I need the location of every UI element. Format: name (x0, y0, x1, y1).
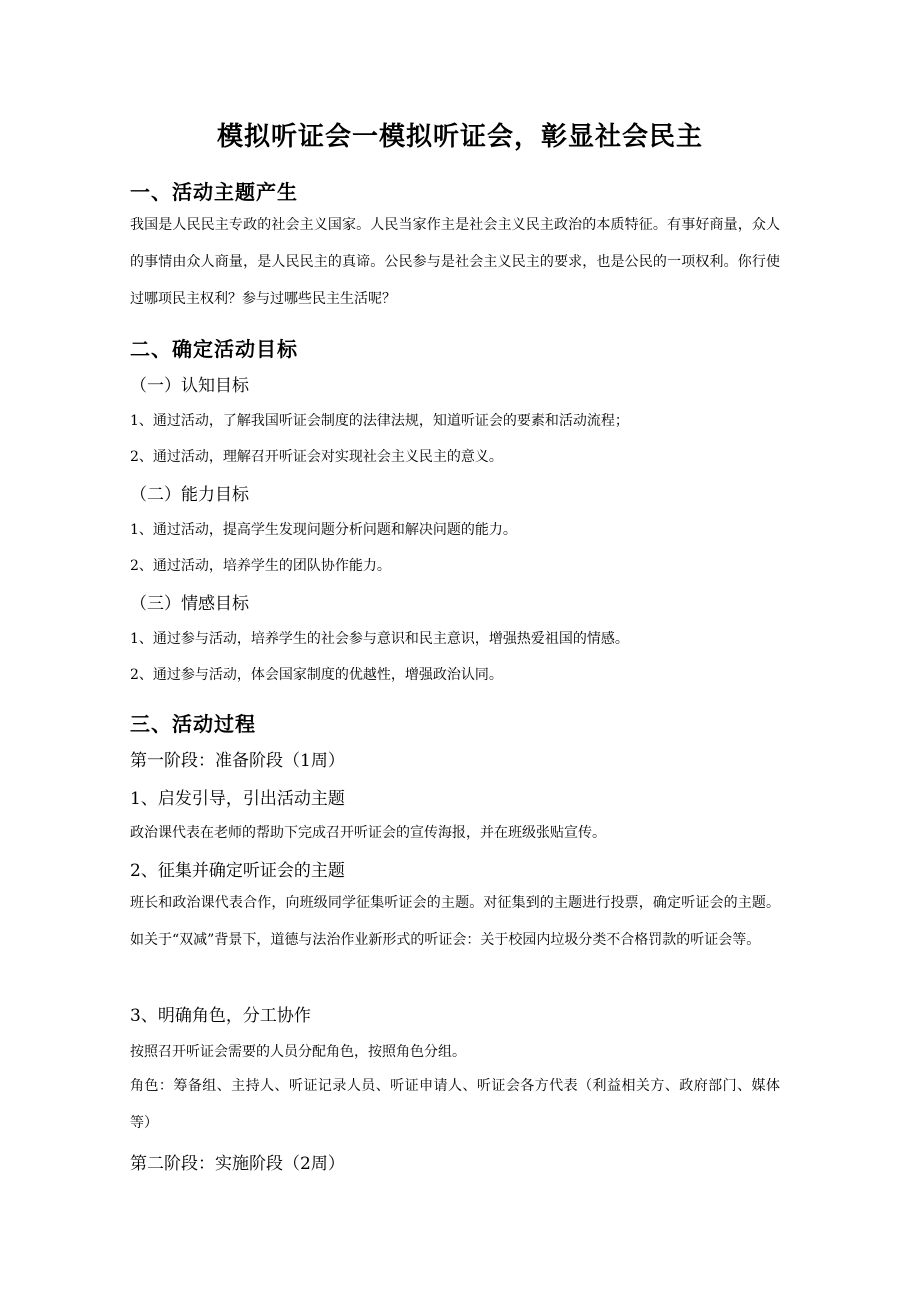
section-topic-paragraph: 我国是人民民主专政的社会主义国家。人民当家作主是社会主义民主政治的本质特征。有事好商量，众人的事情由众人商量，是人民民主的真谛。公民参与是社会主义民主的要求，也是公民的一项权利。你行使过哪项民主权利？参与过哪些民主生活呢？ (130, 217, 780, 307)
section-heading-topic: 一、活动主题产生 (130, 180, 298, 204)
step-2-text: 班长和政治课代表合作，向班级同学征集听证会的主题。对征集到的主题进行投票，确定听证会的主题。如关于“双减”背景下，道德与法治作业新形式的听证会：关于校园内垃圾分类不合格罚款的听证会等。 (130, 895, 780, 948)
section-heading-goals: 二、确定活动目标 (130, 337, 298, 361)
stage-1-label: 第一阶段：准备阶段（1周） (130, 751, 345, 771)
step-3-roles: 角色：筹备组、主持人、听证记录人员、听证申请人、听证会各方代表（利益相关方、政府部门、媒体等） (130, 1078, 780, 1131)
cognitive-goal-item-2: 2、通过活动，理解召开听证会对实现社会主义民主的意义。 (130, 449, 503, 465)
section-heading-process: 三、活动过程 (130, 712, 256, 736)
step-1-label: 1、启发引导，引出活动主题 (130, 789, 345, 809)
emotion-goal-item-2: 2、通过参与活动，体会国家制度的优越性，增强政治认同。 (130, 667, 503, 683)
step-1-text: 政治课代表在老师的帮助下完成召开听证会的宣传海报，并在班级张贴宣传。 (130, 825, 606, 841)
ability-goal-item-2: 2、通过活动，培养学生的团队协作能力。 (130, 558, 391, 574)
document-title: 模拟听证会一模拟听证会，彰显社会民主 (216, 122, 703, 152)
step-3-text: 按照召开听证会需要的人员分配角色，按照角色分组。 (130, 1044, 466, 1060)
step-3-label: 3、明确角色，分工协作 (130, 1006, 311, 1026)
emotion-goal-item-1: 1、通过参与活动，培养学生的社会参与意识和民主意识，增强热爱祖国的情感。 (130, 631, 629, 647)
step-2-label: 2、征集并确定听证会的主题 (130, 861, 345, 881)
emotion-goal-label: （三）情感目标 (130, 594, 249, 614)
cognitive-goal-item-1: 1、通过活动，了解我国听证会制度的法律法规，知道听证会的要素和活动流程； (130, 413, 629, 429)
stage-2-label: 第二阶段：实施阶段（2周） (130, 1154, 345, 1174)
ability-goal-item-1: 1、通过活动，提高学生发现问题分析问题和解决问题的能力。 (130, 522, 517, 538)
cognitive-goal-label: （一）认知目标 (130, 376, 249, 396)
ability-goal-label: （二）能力目标 (130, 485, 249, 505)
